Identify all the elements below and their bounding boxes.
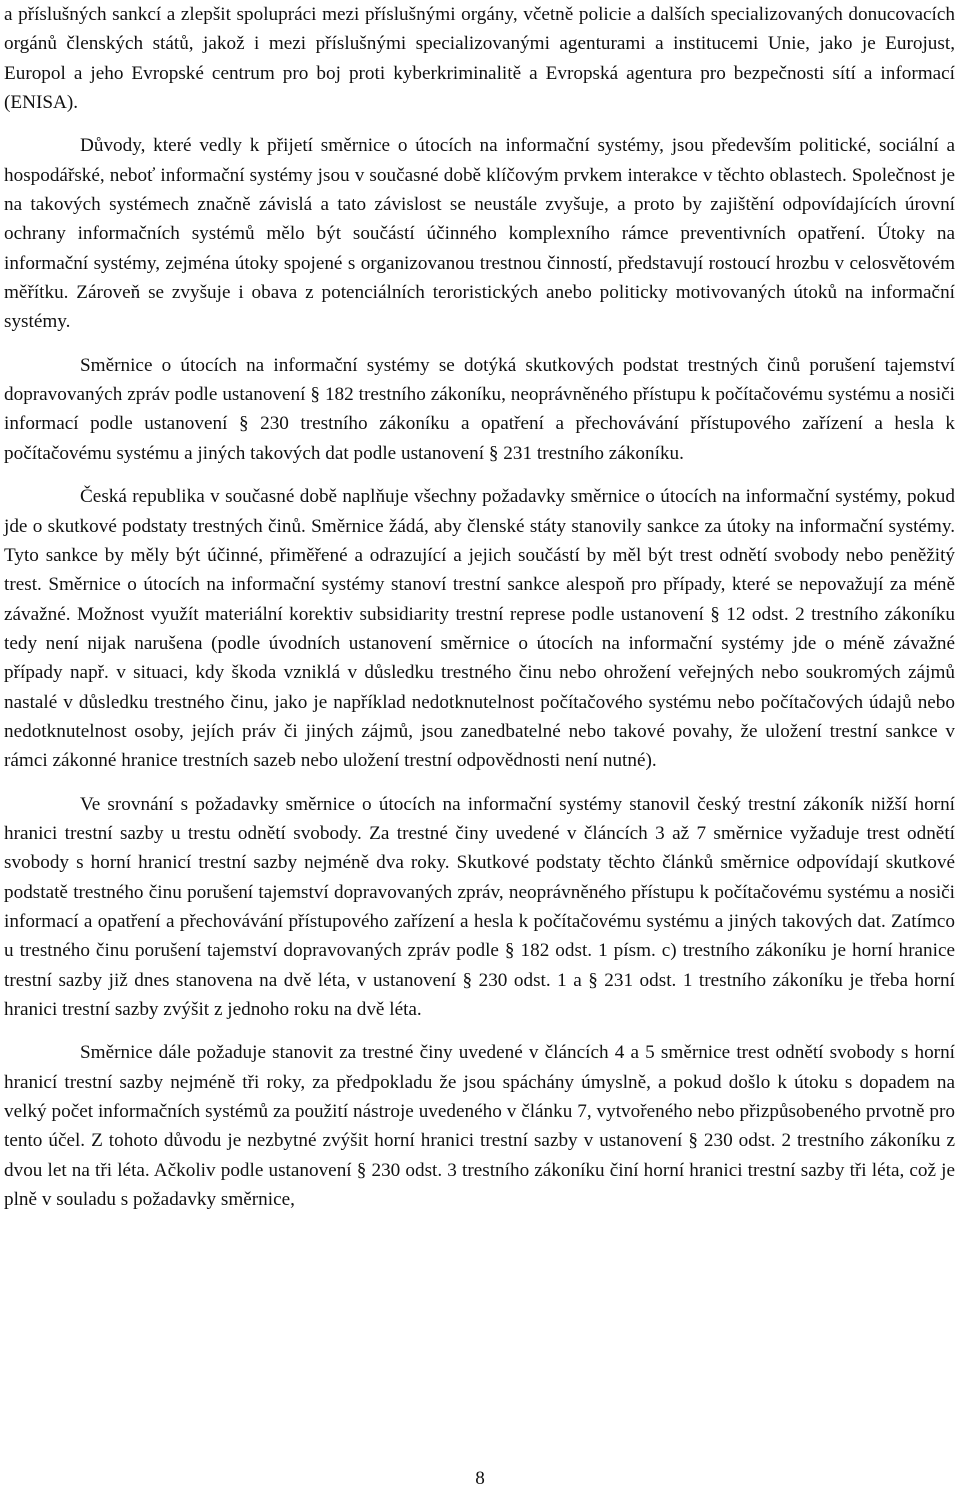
paragraph-2: Důvody, které vedly k přijetí směrnice o útocích na informační systémy, jsou především politické, sociální a hospodářské, neboť informační systémy jsou v současné době klíčovým prvkem interakce v těchto oblastech. Společnost je na takových systémech značně závislá a tato závislost se neustále zvyšuje, a proto by zajištění odpovídajících úrovní ochrany informačních systémů mělo být součástí účinného komplexního rámce preventivních opatření. Útoky na informační systémy, zejména útoky spojené s organizovanou trestnou činností, představují rostoucí hrozbu v celosvětovém měřítku. Zároveň se zvyšuje i obava z potenciálních teroristických anebo politicky motivovaných útoků na informační systémy. [4,135,955,333]
paragraph-1: a příslušných sankcí a zlepšit spolupráci mezi příslušnými orgány, včetně policie a dalších specializovaných donucovacích orgánů členských států, jakož i mezi příslušnými specializovanými agenturami a institucemi Unie, jako je Eurojust, Europol a jeho Evropské centrum pro boj proti kyberkriminalitě a Evropská agentura pro bezpečnosti sítí a informací (ENISA). [4,4,955,114]
paragraph-5: Ve srovnání s požadavky směrnice o útocích na informační systémy stanovil český trestní zákoník nižší horní hranici trestní sazby u trestu odnětí svobody. Za trestné činy uvedené v článcích 3 až 7 směrnice vyžaduje trest odnětí svobody s horní hranicí trestní sazby nejméně dva roky. Skutkové podstaty těchto článků směrnice odpovídají skutkové podstatě trestného činu porušení tajemství dopravovaných zpráv, neoprávněného přístupu k počítačovému systému a nosiči informací a opatření a přechovávání přístupového zařízení a hesla k počítačovému systému a jiných takových dat. Zatímco u trestného činu porušení tajemství dopravovaných zpráv podle § 182 odst. 1 písm. c) trestního zákoníku je horní hranice trestní sazby již dnes stanovena na dvě léta, v ustanovení § 230 odst. 1 a § 231 odst. 1 trestního zákoníku je třeba horní hranici trestní sazby zvýšit z jednoho roku na dvě léta. [4,793,955,1020]
paragraph-6: Směrnice dále požaduje stanovit za trestné činy uvedené v článcích 4 a 5 směrnice trest odnětí svobody s horní hranicí trestní sazby nejméně tři roky, za předpokladu že jsou spáchány úmyslně, a pokud došlo k útoku s dopadem na velký počet informačních systémů za použití nástroje uvedeného v článku 7, vytvořeného nebo přizpůsobeného prvotně pro tento účel. Z tohoto důvodu je nezbytné zvýšit horní hranici trestní sazby v ustanovení § 230 odst. 2 trestního zákoníku z dvou let na tři léta. Ačkoliv podle ustanovení § 230 odst. 3 trestního zákoníku činí horní hranici trestní sazby tři léta, což je plně v souladu s požadavky směrnice, [4,1042,955,1211]
page-number: 8 [475,1468,485,1489]
paragraph-4: Česká republika v současné době naplňuje všechny požadavky směrnice o útocích na informační systémy, pokud jde o skutkové podstaty trestných činů. Směrnice žádá, aby členské státy stanovily sankce za útoky na informační systémy. Tyto sankce by měly být účinné, přiměřené a odrazující a jejich součástí by měl být trest odnětí svobody nebo peněžitý trest. Směrnice o útocích na informační systémy stanoví trestní sankce alespoň pro případy, které se nepovažují za méně závažné. Možnost využít materiální korektiv subsidiarity trestní represe podle ustanovení § 12 odst. 2 trestního zákoníku tedy není nijak narušena (podle úvodních ustanovení směrnice o útocích na informační systémy jde o méně závažné případy např. v situaci, kdy škoda vzniklá v důsledku trestného činu nebo ohrožení veřejných nebo soukromých zájmů nastalé v důsledku trestného činu, jako je například nedotknutelnost počítačového systému nebo počítačových údajů nebo nedotknutelnost osoby, jejích práv či jiných zájmů, jsou zanedbatelné nebo takové povahy, že uložení trestní sankce v rámci zákonné hranice trestních sazeb nebo uložení trestní odpovědnosti není nutné). [4,486,955,772]
paragraph-3: Směrnice o útocích na informační systémy se dotýká skutkových podstat trestných činů porušení tajemství dopravovaných zpráv podle ustanovení § 182 trestního zákoníku, neoprávněného přístupu k počítačovému systému a nosiči informací podle ustanovení § 230 trestního zákoníku a opatření a přechovávání přístupového zařízení a hesla k počítačovému systému a jiných takových dat podle ustanovení § 231 trestního zákoníku. [4,354,955,464]
document-page [4,0,955,1214]
